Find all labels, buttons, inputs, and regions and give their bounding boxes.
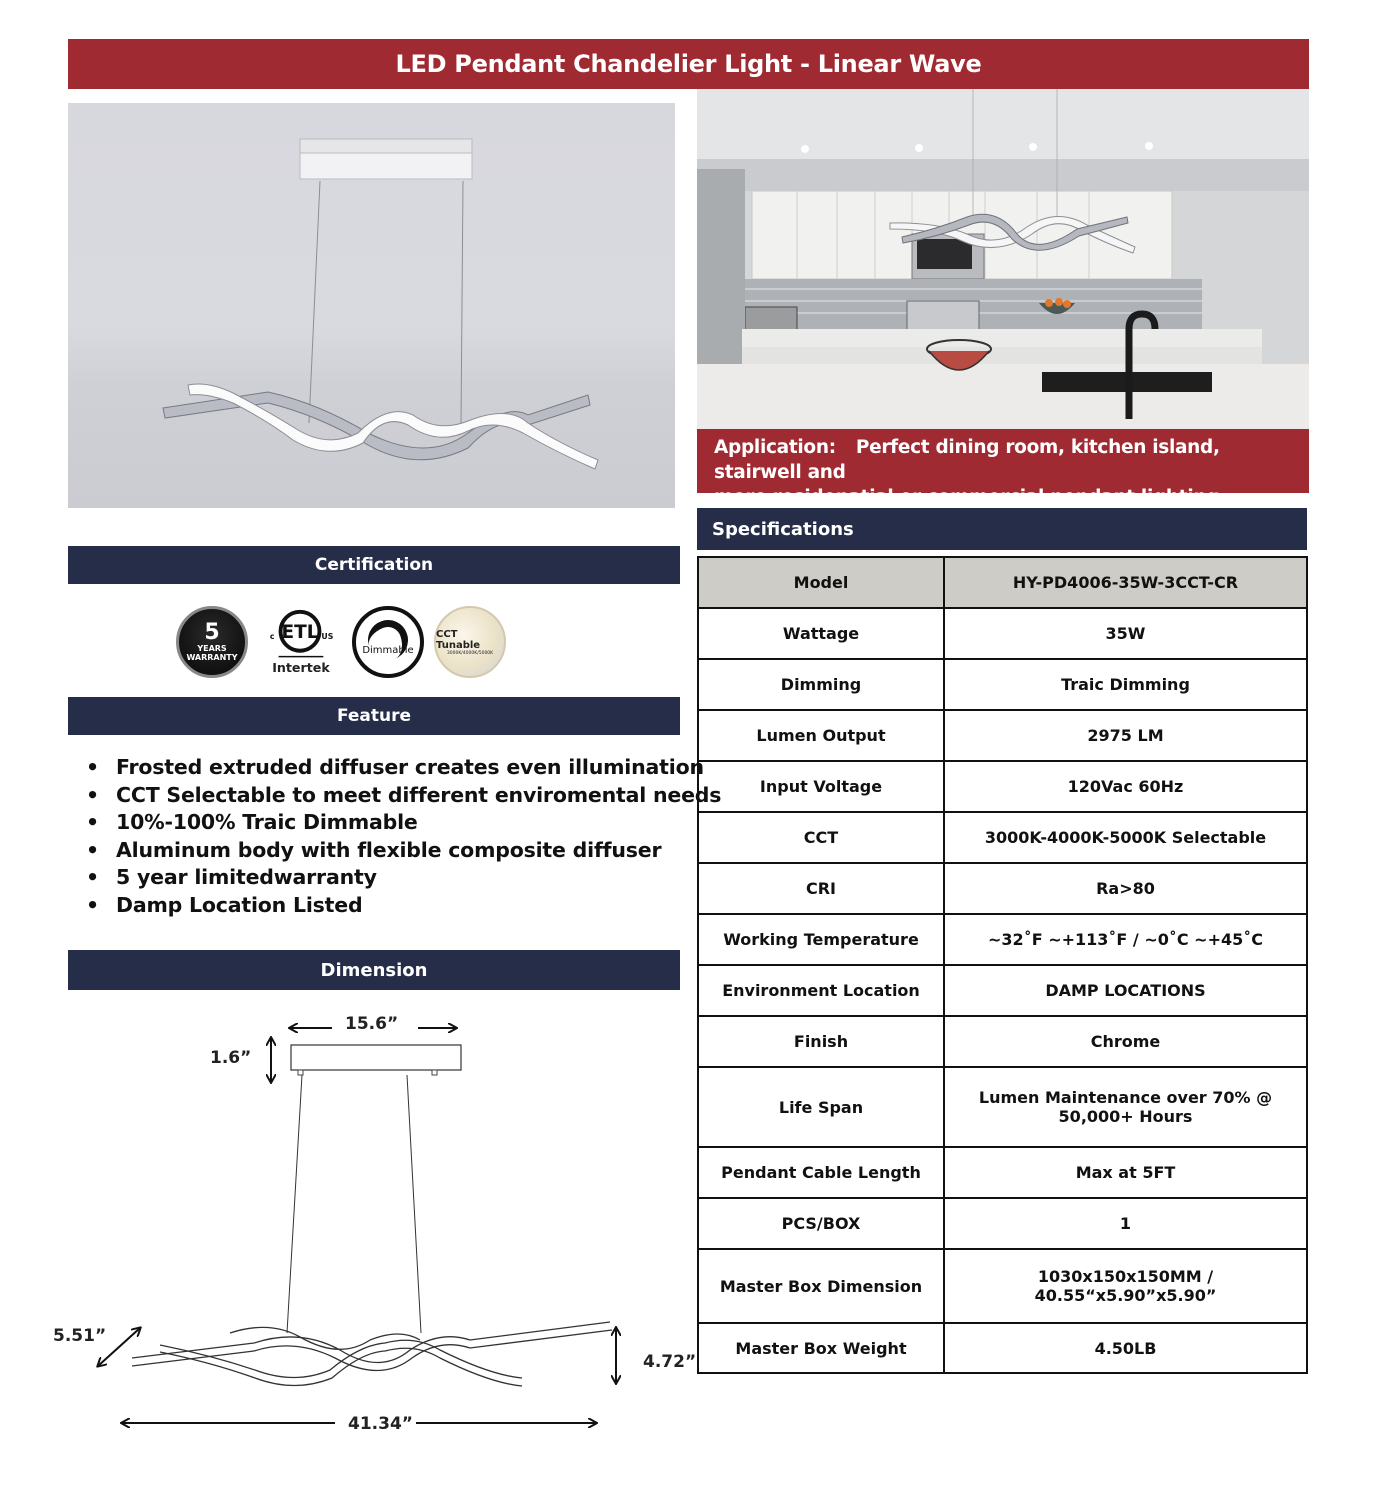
application-text-line1: Perfect dining room, kitchen island, stairwell and: [714, 437, 1220, 483]
spec-value: 120Vac 60Hz: [944, 761, 1307, 812]
spec-value: 2975 LM: [944, 710, 1307, 761]
page-title: LED Pendant Chandelier Light - Linear Wave: [395, 50, 982, 78]
spec-value: 3000K-4000K-5000K Selectable: [944, 812, 1307, 863]
feature-item: • 5 year limitedwarranty: [86, 864, 721, 892]
spec-value: Ra>80: [944, 863, 1307, 914]
spec-value-multiline: [944, 1067, 1307, 1147]
depth-label: 5.51”: [53, 1326, 107, 1346]
specifications-table: [697, 556, 1308, 1374]
feature-item: • CCT Selectable to meet different enviromental needs: [86, 782, 721, 810]
pendant-light-photo-illustration: [68, 103, 675, 508]
spec-key: Wattage: [698, 608, 944, 659]
spec-key: CRI: [698, 863, 944, 914]
application-description: [697, 429, 1309, 508]
spec-row: [698, 965, 1307, 1016]
feature-item: • Aluminum body with flexible composite diffuser: [86, 837, 721, 865]
spec-row: [698, 1323, 1307, 1373]
spec-value-line2: 50,000+ Hours: [1058, 1107, 1193, 1126]
spec-row: [698, 710, 1307, 761]
warranty-badge-icon: [176, 606, 248, 678]
spec-key: Master Box Dimension: [698, 1249, 944, 1323]
spec-value: DAMP LOCATIONS: [944, 965, 1307, 1016]
spec-key: Working Temperature: [698, 914, 944, 965]
svg-text:US: US: [321, 632, 334, 642]
spec-row: [698, 1147, 1307, 1198]
spec-row: [698, 761, 1307, 812]
spec-key: Lumen Output: [698, 710, 944, 761]
spec-row: [698, 1198, 1307, 1249]
spec-value: 1: [944, 1198, 1307, 1249]
spec-key: CCT: [698, 812, 944, 863]
etl-listed-badge-icon: [258, 606, 342, 678]
page-title-bar: [68, 39, 1309, 89]
cct-sub-label: 3000K/4000K/5000K: [446, 650, 494, 656]
spec-row-model: [698, 557, 1307, 608]
warranty-line1: YEARS: [197, 644, 227, 653]
spec-key: Life Span: [698, 1067, 944, 1147]
application-text-line2: more residenatial or commercial pendant lighting: [714, 487, 1220, 508]
warranty-line2: WARRANTY: [186, 653, 238, 662]
wave-fixture-outline: [132, 1322, 612, 1386]
specifications-header: [697, 508, 1307, 550]
certification-header: [68, 546, 680, 584]
spec-value-line1: Lumen Maintenance over 70% @: [978, 1088, 1273, 1107]
dimension-diagram: [40, 1000, 700, 1450]
cable-right: [407, 1075, 421, 1333]
feature-title: Feature: [336, 706, 412, 726]
feature-list: [86, 754, 721, 919]
dimmable-badge-icon: [352, 606, 424, 678]
application-label: Application:: [714, 437, 836, 458]
kitchen-scene-illustration: [697, 89, 1309, 429]
spec-row: [698, 1249, 1307, 1323]
spec-key: Environment Location: [698, 965, 944, 1016]
spec-row: [698, 608, 1307, 659]
spec-value: Chrome: [944, 1016, 1307, 1067]
canopy-width-label: 15.6”: [345, 1014, 399, 1034]
spec-value: HY-PD4006-35W-3CCT-CR: [944, 557, 1307, 608]
spec-value: 4.50LB: [944, 1323, 1307, 1373]
spec-key: Model: [698, 557, 944, 608]
canopy-height-label: 1.6”: [210, 1048, 252, 1068]
spec-key: PCS/BOX: [698, 1198, 944, 1249]
dimension-header: [68, 950, 680, 990]
certification-badges: [176, 603, 506, 681]
feature-item: • 10%-100% Traic Dimmable: [86, 809, 721, 837]
dimmer-arc-icon: [362, 614, 413, 665]
canopy-outline: [291, 1045, 461, 1070]
fixture-height-label: 4.72”: [643, 1352, 697, 1372]
spec-value: 1030x150x150MM / 40.55“x5.90”x5.90”: [944, 1249, 1307, 1323]
cct-label: CCT Tunable: [436, 628, 481, 651]
spec-value: Max at 5FT: [944, 1147, 1307, 1198]
cct-tunable-badge-icon: [434, 606, 506, 678]
svg-text:ETL: ETL: [281, 622, 319, 644]
etl-logo-icon: [258, 606, 342, 678]
feature-item: • Damp Location Listed: [86, 892, 721, 920]
spec-row: [698, 812, 1307, 863]
kitchen-application-photo: [697, 89, 1309, 429]
cable-left: [287, 1075, 302, 1333]
spec-row: [698, 1067, 1307, 1147]
svg-text:Intertek: Intertek: [272, 660, 330, 676]
spec-row: [698, 1016, 1307, 1067]
certification-title: Certification: [314, 555, 434, 575]
svg-text:c: c: [269, 632, 275, 642]
spec-row: [698, 914, 1307, 965]
dimmable-label: Dimmable: [362, 644, 414, 656]
product-photo: [68, 103, 675, 508]
dimension-title: Dimension: [320, 959, 428, 981]
overall-length-label: 41.34”: [348, 1414, 413, 1434]
spec-key: Input Voltage: [698, 761, 944, 812]
spec-key: Finish: [698, 1016, 944, 1067]
spec-key: Pendant Cable Length: [698, 1147, 944, 1198]
dimension-drawing: [40, 1000, 700, 1450]
spec-value: ~32˚F ~+113˚F / ~0˚C ~+45˚C: [944, 914, 1307, 965]
feature-header: [68, 697, 680, 735]
spec-key: Master Box Weight: [698, 1323, 944, 1373]
specifications-title: Specifications: [712, 518, 854, 540]
spec-value: 35W: [944, 608, 1307, 659]
warranty-years: 5: [204, 620, 220, 645]
spec-key: Dimming: [698, 659, 944, 710]
spec-value: Traic Dimming: [944, 659, 1307, 710]
spec-row: [698, 863, 1307, 914]
spec-row: [698, 659, 1307, 710]
feature-item: • Frosted extruded diffuser creates even illumination: [86, 754, 721, 782]
